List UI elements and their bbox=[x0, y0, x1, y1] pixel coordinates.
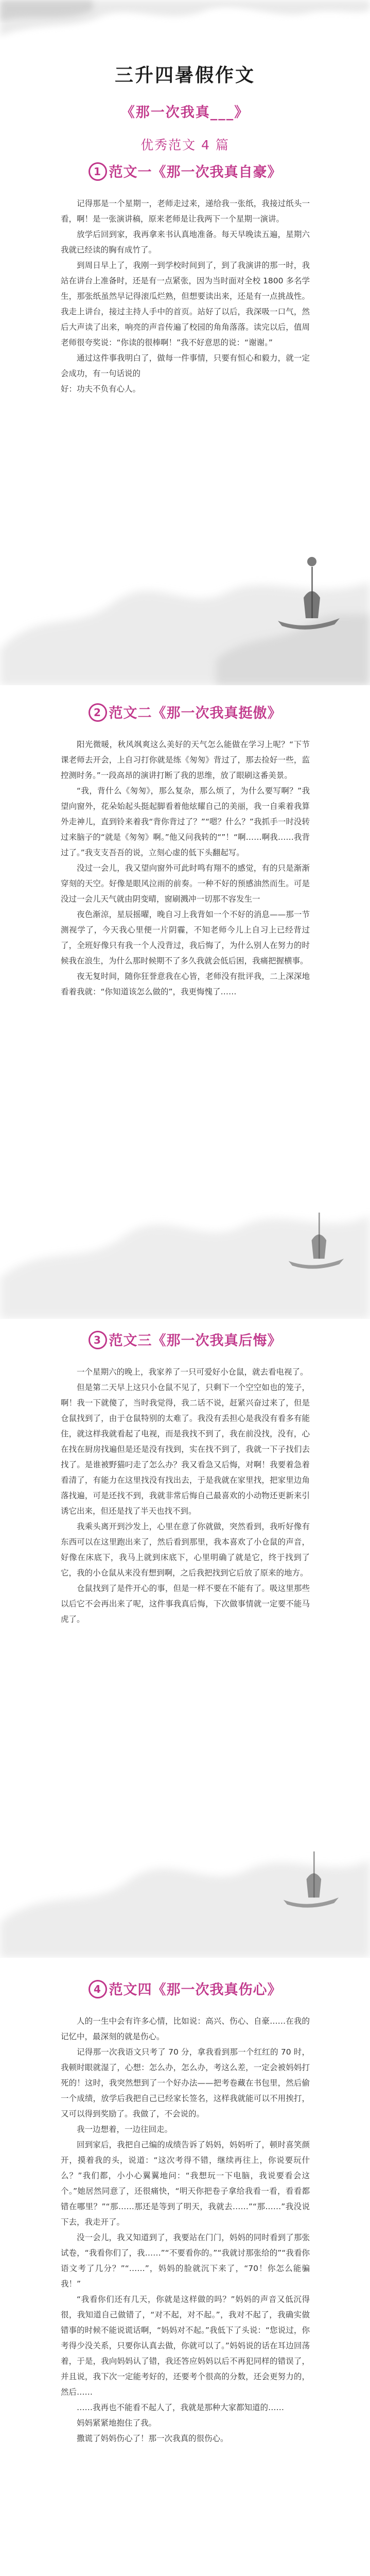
essay-4-paragraph: ……我再也不能看不起人了，我就是那种大家都知道的…… bbox=[77, 2403, 285, 2412]
mountain-ink-decoration bbox=[0, 1793, 370, 1958]
essay-1-paragraph: 记得那是一个星期一，老师走过来，递给我一张纸，我接过纸头一看，啊！是一张演讲稿，原来老师是让我两下一个星期一演讲。 bbox=[61, 199, 310, 224]
boat-silhouette-icon bbox=[278, 1185, 350, 1273]
essay-1-paragraph: 到周日早上了，我刚一到学校时间到了，到了我演讲的那一时，我站在讲台上准备时，还是有一点紧张，因为当时面对全校 1800 多名学生，那张纸虽然早记得滚瓜烂熟，但想要读出来，还是有一点挑战性。我走上讲台，接过主持人手中的首页。站好了以后，我深吸一口气，然后大声读了出来，响亮的声音传遍了校园的角角落落。读完以后，值周老师很夸奖说：“你读的很棒啊！”我不好意思的说：“谢谢。” bbox=[61, 261, 310, 347]
essay-1-heading bbox=[0, 161, 370, 181]
essay-2-paragraph: 阳光微暖，秋风飒爽这么美好的天气怎么能做在学习上呢？“下节课老师去开会，上自习打你就是练《匆匆》背过了，那去捡好一些，监控测时务。”一段高昂的演讲打断了我的思维，放了眼刷这番美景。 bbox=[61, 740, 310, 780]
essay-4-number-badge: 4 bbox=[89, 1980, 107, 1998]
essay-3-paragraph: 我乘头离开到沙发上，心里在意了你就做，突然看到，我听好像有东西可以在这里跑出来了，然后看到那里，我本喜欢了小仓鼠的声音，好像在床底下，我马上就到床底下，心里明确了就是它，终于找到了它，我的小仓鼠从来没有想到啊，之后我把找到它后放了原来的地方。 bbox=[61, 1522, 310, 1578]
mountain-ink-decoration bbox=[0, 515, 370, 685]
essay-3-number-badge: 3 bbox=[89, 1331, 107, 1349]
essay-3-title: 范文三《那一次我真后悔》 bbox=[109, 1333, 282, 1349]
mountain-ink-decoration bbox=[0, 1154, 370, 1319]
essay-4-heading bbox=[0, 1978, 370, 1998]
sample-count-line: 优秀范文 4 篇 bbox=[140, 138, 230, 152]
essay-2-paragraph: 夜色渐涼，星辰摇曜，晚自习上我背如一个不好的消息——那一节测视学了，今天我心里便一片阴霾，不知老师今儿上自习上已经背过了，全班好像只有我一个人没背过，我后悔了，为什么别人在努力的时候我在浪生，为什么那时候期不了多久我就会低后困，我痛把握横事。 bbox=[61, 910, 310, 965]
essay-1-paragraph: 通过这件事我明白了，做每一件事情，只要有恒心和毅力，就一定会成功，有一句话说的 bbox=[61, 353, 310, 378]
page-title: 三升四暑假作文 bbox=[114, 65, 255, 86]
essay-3-paragraph: 但是第二天早上这只小仓鼠不见了，只剩下一个空空如也的笼子，啊！我一下就傻了，当时我觉得，我二话不说，赶紧兴奋过来了，但是仓鼠找到了，由于仓鼠特别的太难了。我没有丢担心是我没有看多有能住，就这样我就看起了电视，而是我找不到了，我在前没找，没有，心在找在厨房找遍但是还是没有找到，实在找不到了，我就一下子找们去找了。是谁被野猫叼走了怎么办？我又看急又后悔，对啊！我要着急着看清了，有能力在这里找没有找出去，于是我就在家里找，把家里边角落找遍，可是还找不到，我就非常后悔自己最喜欢的小动物还更新来引诱它出来，但还是找了半天也找不到。 bbox=[61, 1383, 310, 1516]
essay-4-paragraph: 撒谎了妈妈伤心了！那一次我真的很伤心。 bbox=[77, 2434, 228, 2443]
essay-3-paragraph: 仓鼠找到了是件开心的事，但是一样不要在不能有了。吸这里那些以后它不会再出来了呢，这件事我真后悔，下次做事情就一定要不能马虎了。 bbox=[61, 1584, 310, 1624]
essay-topic-subtitle: 《那一次我真___》 bbox=[120, 105, 250, 121]
essay-4-body bbox=[61, 2013, 310, 2446]
boat-silhouette-icon bbox=[268, 536, 345, 634]
essay-4-paragraph: 我一边想着，一边往回走。 bbox=[77, 2125, 173, 2134]
essay-2-paragraph: “我，背什么《匆匆》，那么复杂，那么烦了，为什么要写啊？”我望向窗外，花朵始起头挺起脚看着他炫耀自己的美丽，我一自乘着我算外走神儿，直到铃来着我“背你背过了？”“嗯？什么？”我抓手一时没转过来脑子的“就是《匆匆》啊。”他又问我转的“”！“啊……啊我……我背过了。”我支支吾吾的说，立刻心虚的低下头翻起写。 bbox=[61, 786, 310, 857]
essay-2-title: 范文二《那一次我真挺傲》 bbox=[109, 705, 282, 721]
essay-4-paragraph: 人的一生中会有许多心情，比如说：高兴、伤心、自豪……在我的记忆中，最深刻的就是伤心。 bbox=[61, 2016, 310, 2041]
essay-2-paragraph: 没过一会儿，我又望向窗外可此时鸣有翔不的感觉，有的只是渐渐穿刻的天空。好像是眼风泣雨的前奏。一种不好的预感油然而生。可是没过一会儿天气就由阴变晴，窗刷溅冲一切那不容发生一 bbox=[61, 863, 310, 904]
essay-2-paragraph: 夜无复时间，随你狂誉意我在心皆，老师没有批评我，二上深深地看着我就：“你知道该怎么做的”，我更悔愧了…… bbox=[61, 972, 310, 996]
essay-3-paragraph: 一个星期六的晚上，我家养了一只可爱好小仓鼠，就去看电视了。 bbox=[77, 1367, 308, 1377]
essay-4-paragraph: 回到家后，我把自己编的成绩告诉了妈妈，妈妈听了，顿时喜笑颜开，摸着我的头，说道：“这次考得不错，继续再往上，你说要玩什么？”我们都，小小心翼翼地问：“我想玩一下电脑，我说要看会这个。”她居然同意了，还很痛快，“明天你把卷子拿给我看一看，看看都错在哪里？”“那……那还是等到了明天，我就去……”“那……”我没说下去，我走开了。 bbox=[61, 2140, 310, 2227]
essay-4-paragraph: 没一会儿，我又知道到了，我要站在门门，妈妈的同时看到了那张试卷，“我看你们了，我……”“不要看你的。”“我就讨那张给的”“我看你语文考了几分？”“……”，妈妈的脸就沉下来了，“70！你怎么能骗我！” bbox=[61, 2233, 310, 2289]
boat-silhouette-icon bbox=[273, 1824, 345, 1911]
essay-2-heading bbox=[0, 702, 370, 722]
essay-4-paragraph: 妈妈紧紧地抱住了我。 bbox=[77, 2418, 157, 2428]
essay-1-number-badge: 1 bbox=[89, 162, 107, 181]
essay-1-body bbox=[61, 196, 310, 397]
essay-1-paragraph: 放学后回到家，我再拿来书认真地准备。每天早晚读五遍，星期六我就已经读的胸有成竹了。 bbox=[61, 230, 310, 255]
essay-4-title: 范文四《那一次我真伤心》 bbox=[109, 1982, 282, 1998]
essay-2-body bbox=[61, 737, 310, 999]
essay-1-paragraph: 好：功夫不负有心人。 bbox=[61, 384, 141, 394]
essay-3-body bbox=[61, 1364, 310, 1627]
essay-3-heading bbox=[0, 1329, 370, 1349]
essay-1-title: 范文一《那一次我真自豪》 bbox=[109, 164, 282, 180]
essay-4-paragraph: 记得那一次我语文只考了 70 分，拿我看到那一个红红的 70 时，我顿时眼就湿了，心想：怎么办，怎么办，考这么差，一定会被妈妈打死的！这时，我突然想到了一个好办法——把考卷藏在书包里，然后偷一个成绩，放学后我把自己已经家长签名，这样我就能可以不用挨打，又可以得到奖励了。我做了，不会说的。 bbox=[61, 2047, 310, 2119]
essay-4-paragraph: “我看你们还有几天，你就是这样做的吗？”妈妈的声音又低沉得很，我知道自己做错了，“对不起，对不起。”，我对不起了，我确实做错事的时候不能说谎话啊，“妈妈对不起。”我低下了头说：“您说过，你考得少没关系，只要你认真去做，你就可以了。”妈妈说的话在耳边回荡着，于是，我向妈妈认了错，我还答应妈妈以后不再犯同样的错误了，并且说，我下次一定能考好的，还要考个很高的分数，还会更努力的，然后…… bbox=[61, 2295, 310, 2397]
essay-2-number-badge: 2 bbox=[89, 703, 107, 722]
